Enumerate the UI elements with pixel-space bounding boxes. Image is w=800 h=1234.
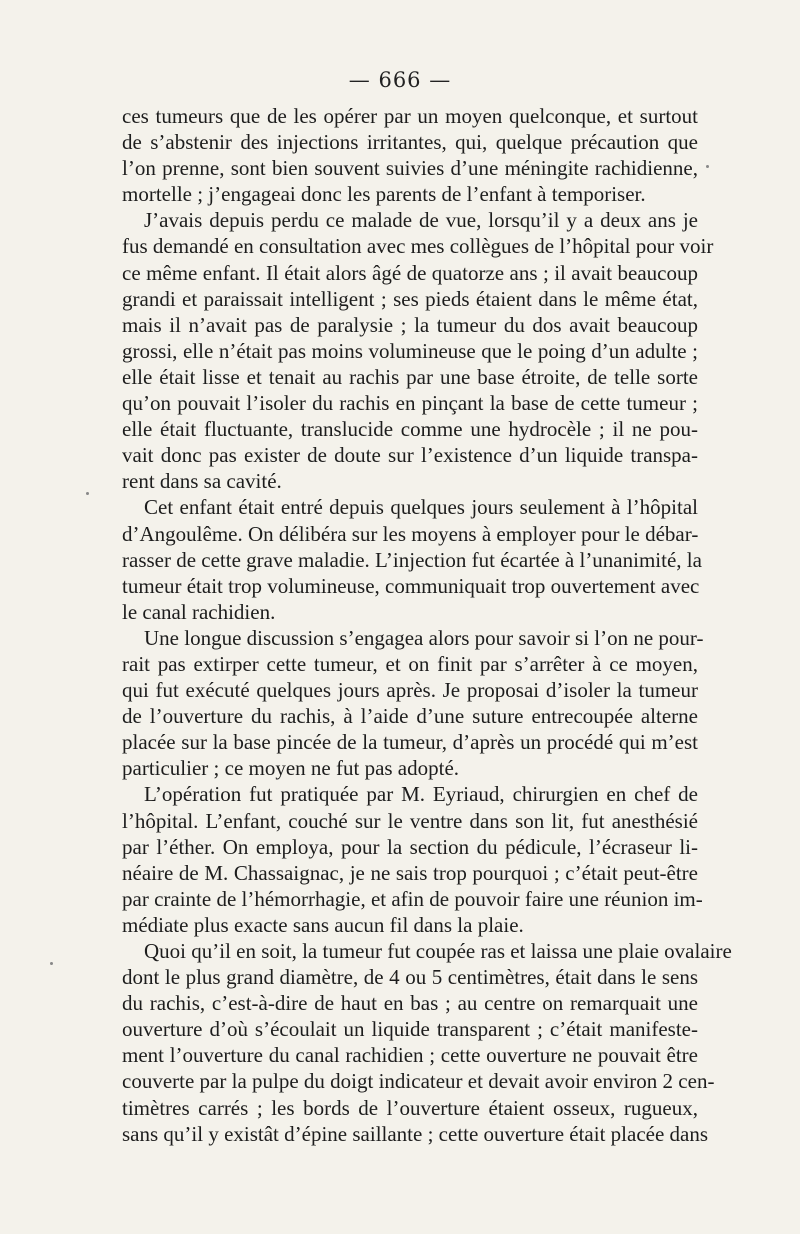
text-line: médiate plus exacte sans aucun fil dans la plaie. xyxy=(122,912,524,937)
text-line: particulier ; ce moyen ne fut pas adopté. xyxy=(122,756,460,781)
text-line: elle était fluctuante, translucide comme une hydrocèle ; il ne pou- xyxy=(122,417,698,442)
text-line: L’opération fut pratiquée par M. Eyriaud, chirurgien en chef de xyxy=(144,782,698,807)
text-line: rasser de cette grave maladie. L’injection fut écartée à l’unanimité, la xyxy=(122,547,702,572)
text-line: elle était lisse et tenait au rachis par une base étroite, de telle sorte xyxy=(122,364,698,389)
text-line: Cet enfant était entré depuis quelques jours seulement à l’hôpital xyxy=(144,495,698,520)
text-line: ces tumeurs que de les opérer par un moyen quelconque, et surtout xyxy=(122,104,698,128)
text-line: mais il n’avait pas de paralysie ; la tumeur du dos avait beaucoup xyxy=(122,312,698,337)
text-line: le canal rachidien. xyxy=(122,599,276,624)
text-line: de l’ouverture du rachis, à l’aide d’une suture entrecoupée alterne xyxy=(122,704,698,729)
text-line: fus demandé en consultation avec mes collègues de l’hôpital pour voir xyxy=(122,234,714,259)
page-speck xyxy=(50,962,53,965)
text-line: du rachis, c’est-à-dire de haut en bas ; au centre on remarquait une xyxy=(122,991,698,1016)
text-line: mortelle ; j’engageai donc les parents de l’enfant à temporiser. xyxy=(122,182,646,207)
text-line: néaire de M. Chassaignac, je ne sais trop pourquoi ; c’était peut-être xyxy=(122,860,698,885)
text-line: couverte par la pulpe du doigt indicateur et devait avoir environ 2 cen- xyxy=(122,1069,715,1094)
text-line: par crainte de l’hémorrhagie, et afin de pouvoir faire une réunion im- xyxy=(122,886,703,911)
text-line: qu’on pouvait l’isoler du rachis en pinçant la base de cette tumeur ; xyxy=(122,391,698,416)
text-line: vait donc pas exister de doute sur l’existence d’un liquide transpa- xyxy=(122,443,698,468)
text-line: par l’éther. On employa, pour la section du pédicule, l’écraseur li- xyxy=(122,834,698,859)
page-speck xyxy=(86,492,89,495)
text-line: placée sur la base pincée de la tumeur, d’après un procédé qui m’est xyxy=(122,730,698,755)
text-line: dont le plus grand diamètre, de 4 ou 5 centimètres, était dans le sens xyxy=(122,965,698,990)
text-line: de s’abstenir des injections irritantes, qui, quelque précaution que xyxy=(122,130,698,155)
text-line: qui fut exécuté quelques jours après. Je proposai d’isoler la tumeur xyxy=(122,678,698,703)
text-line: l’on prenne, sont bien souvent suivies d’une méningite rachidienne, xyxy=(122,156,698,181)
text-line: ce même enfant. Il était alors âgé de quatorze ans ; il avait beaucoup xyxy=(122,260,698,285)
text-line: J’avais depuis perdu ce malade de vue, lorsqu’il y a deux ans je xyxy=(144,208,698,233)
text-line: tumeur était trop volumineuse, communiquait trop ouvertement avec xyxy=(122,573,700,598)
body-text xyxy=(122,103,732,1147)
text-line: rent dans sa cavité. xyxy=(122,469,282,494)
text-line: d’Angoulême. On délibéra sur les moyens à employer pour le débar- xyxy=(122,521,699,546)
text-line: grossi, elle n’était pas moins volumineuse que le poing d’un adulte ; xyxy=(122,338,698,363)
text-line: timètres carrés ; les bords de l’ouverture étaient osseux, rugueux, xyxy=(122,1095,698,1120)
text-line: l’hôpital. L’enfant, couché sur le ventre dans son lit, fut anesthésié xyxy=(122,808,698,833)
text-line: sans qu’il y existât d’épine saillante ; cette ouverture était placée dans xyxy=(122,1121,709,1146)
text-line: ment l’ouverture du canal rachidien ; cette ouverture ne pouvait être xyxy=(122,1043,698,1068)
text-line: grandi et paraissait intelligent ; ses pieds étaient dans le même état, xyxy=(122,286,698,311)
text-line: ouverture d’où s’écoulait un liquide transparent ; c’était manifeste- xyxy=(122,1017,698,1042)
page-number-header: — 666 — xyxy=(348,68,452,92)
page-speck xyxy=(706,165,709,168)
text-line: rait pas extirper cette tumeur, et on finit par s’arrêter à ce moyen, xyxy=(122,651,698,676)
text-line: Quoi qu’il en soit, la tumeur fut coupée ras et laissa une plaie ovalaire xyxy=(144,939,732,963)
text-line: Une longue discussion s’engagea alors pour savoir si l’on ne pour- xyxy=(144,625,704,650)
